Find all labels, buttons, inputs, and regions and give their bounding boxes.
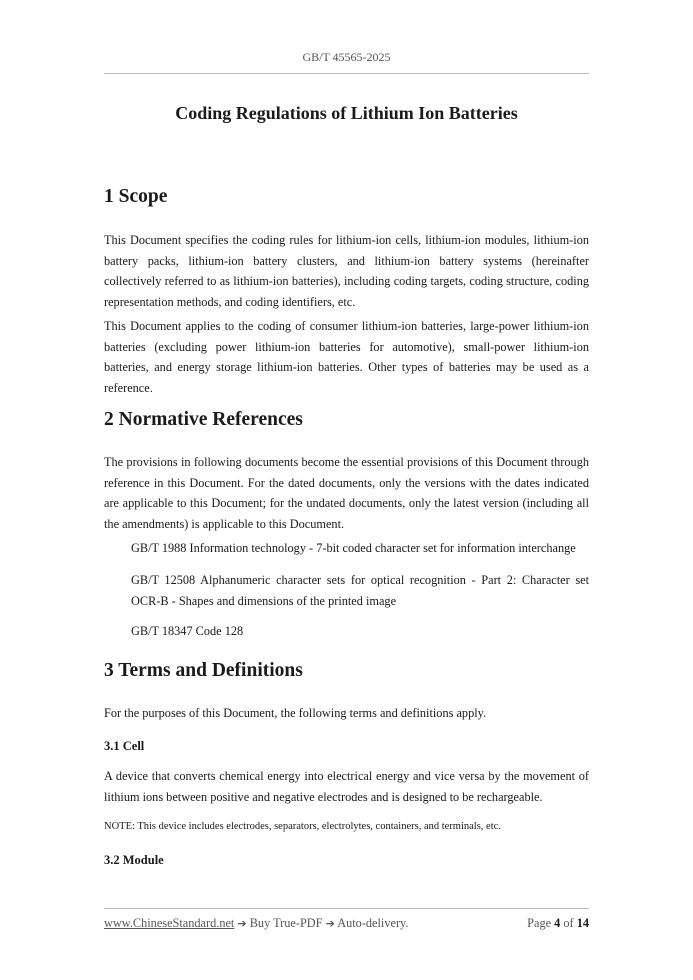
running-header: GB/T 45565-2025 (302, 50, 391, 64)
auto-delivery-text: Auto-delivery. (337, 916, 409, 930)
scope-paragraph-1: This Document specifies the coding rules for lithium-ion cells, lithium-ion modules, lithium-ion battery packs, lithium-ion battery clusters, and lithium-ion battery systems (hereinafter collectively referred to as lithium-ion batteries), including coding targets, coding structure, coding representation methods, and coding identifiers, etc. (104, 233, 589, 309)
page-total: 14 (576, 916, 589, 930)
scope-paragraph-2: This Document applies to the coding of consumer lithium-ion batteries, large-power lithium-ion batteries (excluding power lithium-ion batteries for automotive), small-power lithium-ion batteries, and energy storage lithium-ion batteries. Other types of batteries may be used as a reference. (104, 319, 589, 395)
term-definition-cell: A device that converts chemical energy into electrical energy and vice versa by the movement of lithium ions between positive and negative electrodes and is designed to be rechargeable. (104, 769, 589, 804)
of-label: of (563, 916, 574, 930)
section-heading-normative-references: 2 Normative References (104, 409, 303, 430)
reference-item: GB/T 12508 Alphanumeric character sets for optical recognition - Part 2: Character set OCR-B - Shapes and dimensions of the printed image (131, 573, 589, 608)
term-note-cell: NOTE: This device includes electrodes, separators, electrolytes, containers, and terminals, etc. (104, 821, 501, 832)
term-heading-module: 3.2 Module (104, 853, 164, 867)
reference-item: GB/T 1988 Information technology - 7-bit coded character set for information interchange (131, 541, 576, 555)
arrow-right-icon: ➔ (325, 917, 335, 930)
header-divider (104, 73, 589, 74)
section-heading-scope: 1 Scope (104, 186, 168, 207)
page-current: 4 (554, 916, 561, 930)
website-link[interactable]: www.ChineseStandard.net (104, 916, 235, 930)
page-indicator (527, 916, 589, 931)
page-label: Page (527, 916, 552, 930)
footer-promo (104, 916, 408, 931)
reference-item: GB/T 18347 Code 128 (131, 624, 244, 638)
section-heading-terms: 3 Terms and Definitions (104, 660, 303, 681)
document-title: Coding Regulations of Lithium Ion Batteries (175, 103, 518, 123)
footer-divider (104, 908, 589, 909)
term-heading-cell: 3.1 Cell (104, 739, 145, 753)
arrow-right-icon: ➔ (237, 917, 247, 930)
normative-paragraph: The provisions in following documents become the essential provisions of this Document through reference in this Document. For the dated documents, only the versions with the dates indicated are applicable to this Document; for the undated documents, only the latest version (including all the amendments) is applicable to this Document. (104, 455, 589, 531)
buy-pdf-text: Buy True-PDF (249, 916, 323, 930)
terms-intro: For the purposes of this Document, the following terms and definitions apply. (104, 706, 487, 720)
